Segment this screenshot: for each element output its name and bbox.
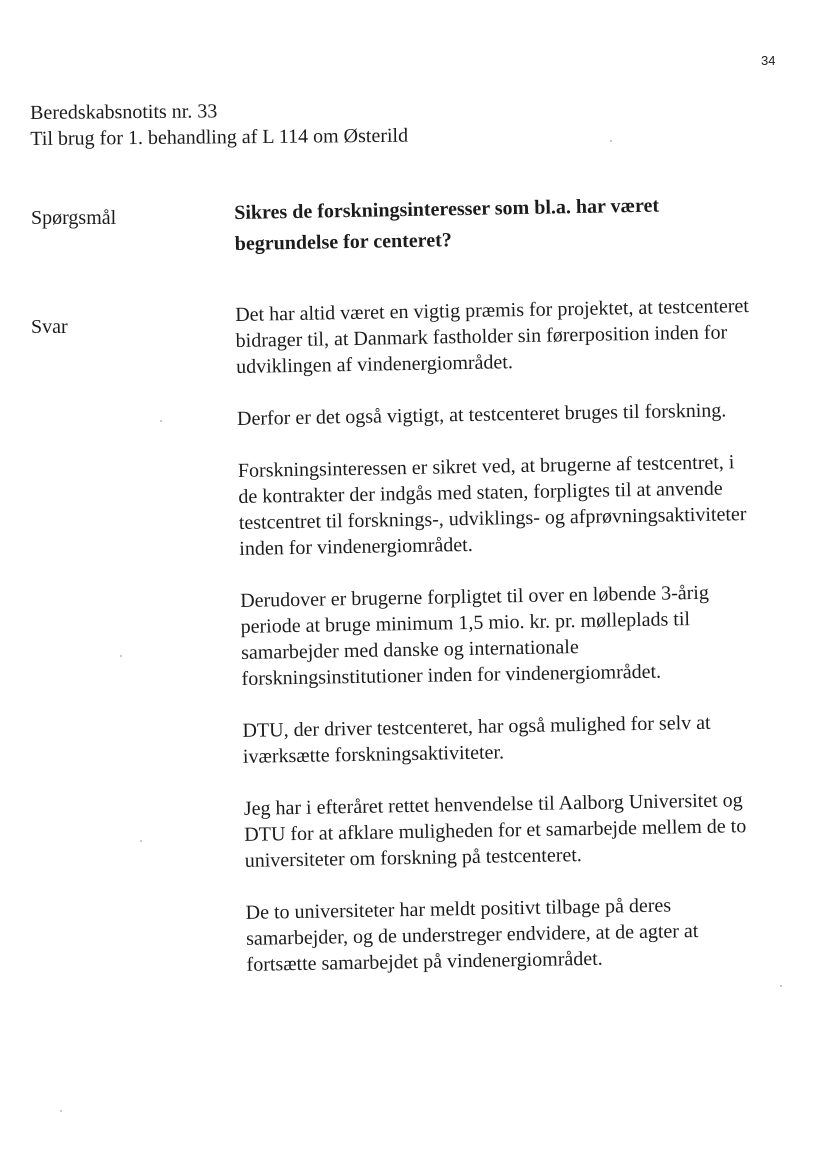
answer-paragraph: Derudover er brugerne forpligtet til over en løbende 3-årig periode at bruge minimum 1,5 mio. kr. pr. mølleplads til samarbejder med danske og internationale forskningsinstitutioner inden for vindenergiområdet. [240, 581, 710, 690]
scan-speck [610, 140, 612, 142]
answer-body [235, 293, 767, 1004]
answer-paragraph: DTU, der driver testcenteret, har også mulighed for selv at iværksætte forskningsaktiviteter. [242, 711, 711, 768]
scan-speck [60, 1110, 62, 1112]
page-number: 34 [761, 53, 776, 68]
answer-paragraph: Det har altid været en vigtig præmis for projektet, at testcenteret bidrager til, at Danmark fastholder sin førerposition inden for udviklingen af vindenergiområdet. [235, 295, 750, 378]
header-title: Beredskabsnotits nr. 33 [30, 100, 218, 124]
question-label: Spørgsmål [31, 207, 117, 229]
answer-paragraph: Forskningsinteressen er sikret ved, at brugerne af testcentret, i de kontrakter der indgås med staten, forpligtes til at anvende testcentret til forsknings-, udviklings- og afprøvningsaktiviteter inden for vindenergiområdet. [237, 451, 747, 560]
answer-paragraph: Jeg har i efteråret rettet henvendelse til Aalborg Universitet og DTU for at afklare muligheden for et samarbejde mellem de to universiteter om forskning på testcenteret. [243, 789, 747, 872]
header-subtitle: Til brug for 1. behandling af L 114 om Østerild [30, 124, 409, 150]
answer-label: Svar [31, 316, 68, 338]
answer-paragraph: De to universiteter har meldt positivt tilbage på deres samarbejder, og de understreger endvidere, at de agter at fortsætte samarbejdet på vindenergiområdet. [245, 894, 699, 976]
scan-speck [140, 840, 142, 842]
scan-speck [780, 985, 782, 987]
question-text: Sikres de forskningsinteresser som bl.a. har været begrundelse for centeret? [234, 194, 660, 255]
answer-paragraph: Derfor er det også vigtigt, at testcenteret bruges til forskning. [236, 399, 727, 430]
scan-speck [120, 655, 122, 657]
scan-speck [160, 420, 162, 422]
document-header [30, 97, 408, 152]
